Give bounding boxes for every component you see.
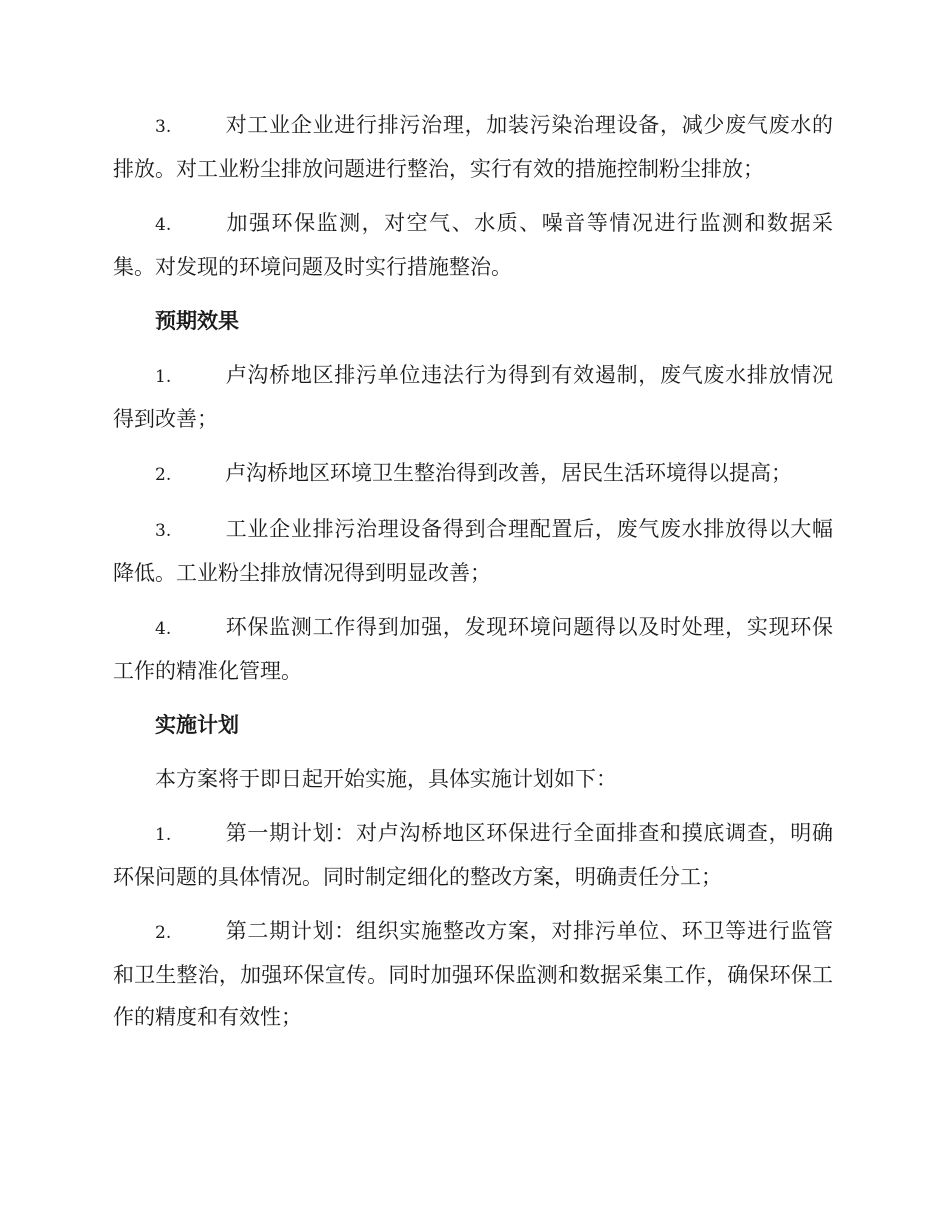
plan-intro: 本方案将于即日起开始实施，具体实施计划如下： [155, 767, 617, 791]
list-number: 1. [155, 367, 172, 387]
list-text: 对工业企业进行排污治理，加装污染治理设备，减少废气废水的排放。对工业粉尘排放问题进行整治，实行有效的措施控制粉尘排放； [113, 113, 833, 181]
list-item [113, 606, 833, 692]
list-item [113, 812, 833, 898]
list-item [113, 104, 833, 190]
list-text: 第二期计划：组织实施整改方案，对排污单位、环卫等进行监管和卫生整治，加强环保宣传。同时加强环保监测和数据采集工作，确保环保工作的精度和有效性； [113, 919, 833, 1029]
list-text: 工业企业排污治理设备得到合理配置后，废气废水排放得以大幅降低。工业粉尘排放情况得到明显改善； [113, 517, 833, 585]
section-heading-plan: 实施计划 [155, 713, 239, 737]
list-item [113, 202, 833, 288]
section-heading-effects: 预期效果 [155, 309, 239, 333]
list-item [113, 452, 833, 496]
list-item [113, 910, 833, 1038]
list-text: 第一期计划：对卢沟桥地区环保进行全面排查和摸底调查，明确环保问题的具体情况。同时制定细化的整改方案，明确责任分工； [113, 821, 833, 889]
document-page [113, 104, 833, 1050]
list-item [113, 508, 833, 594]
list-number: 1. [155, 825, 172, 845]
list-number: 2. [155, 923, 172, 943]
list-number: 3. [155, 521, 172, 541]
list-text: 卢沟桥地区排污单位违法行为得到有效遏制，废气废水排放情况得到改善； [113, 363, 833, 431]
list-number: 4. [155, 619, 172, 639]
list-number: 3. [155, 117, 172, 137]
list-text: 加强环保监测，对空气、水质、噪音等情况进行监测和数据采集。对发现的环境问题及时实行措施整治。 [113, 211, 833, 279]
list-text: 环保监测工作得到加强，发现环境问题得以及时处理，实现环保工作的精准化管理。 [113, 615, 833, 683]
list-text: 卢沟桥地区环境卫生整治得到改善，居民生活环境得以提高； [225, 461, 792, 485]
list-number: 2. [155, 465, 172, 485]
list-item [113, 354, 833, 440]
list-number: 4. [155, 215, 172, 235]
